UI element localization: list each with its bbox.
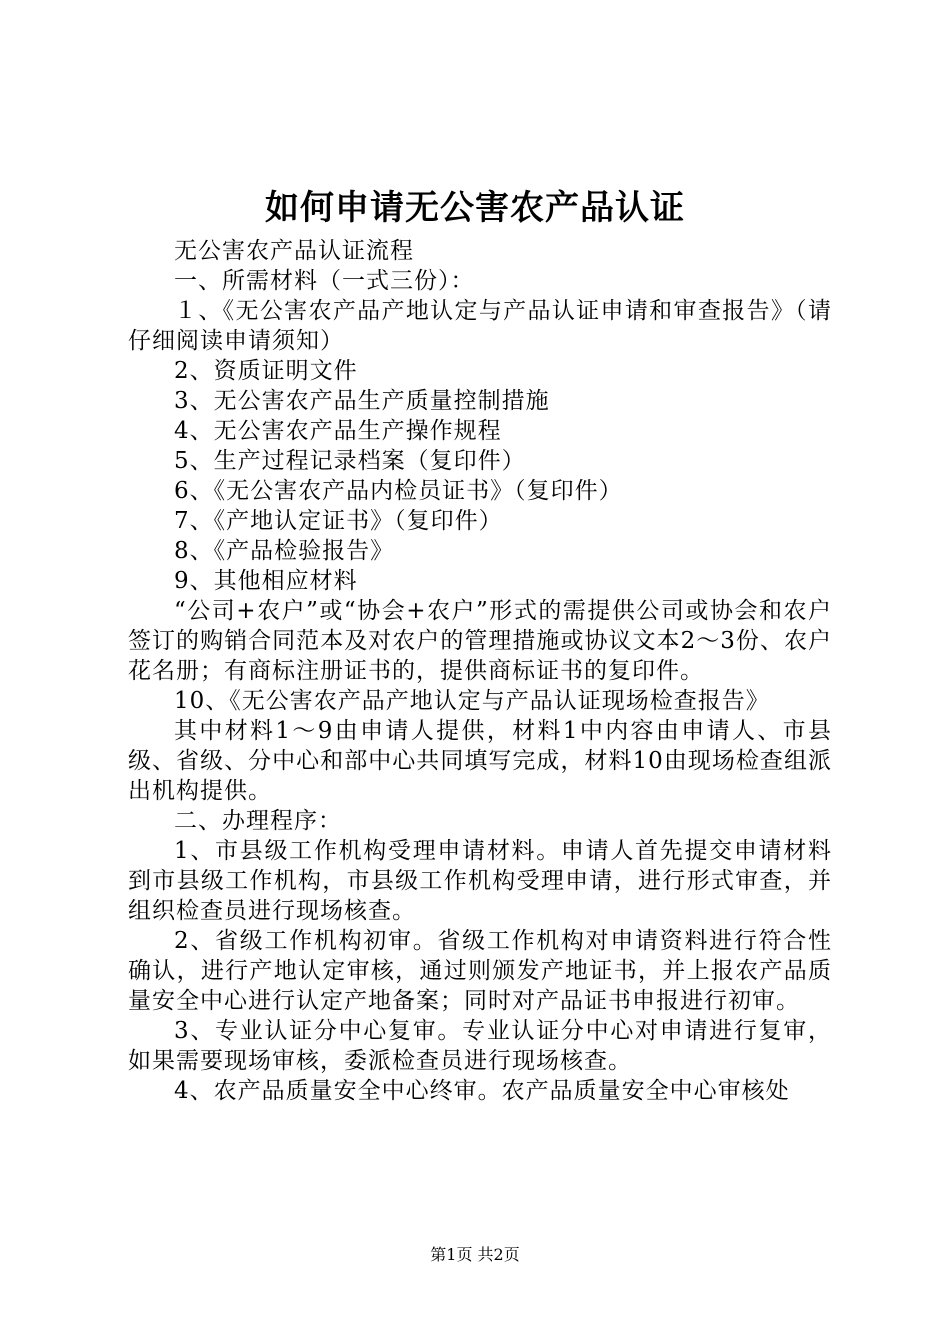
paragraph: 7、《产地认定证书》（复印件）: [174, 508, 503, 534]
document-body: [128, 236, 832, 1106]
document-title: 如何申请无公害农产品认证: [265, 188, 685, 228]
paragraph: 2、省级工作机构初审。省级工作机构对申请资料进行符合性确认，进行产地认定审核，通过则颁发产地证书，并上报农产品质量安全中心进行认定产地备案；同时对产品证书申报进行初审。: [128, 928, 832, 1014]
paragraph: 6、《无公害农产品内检员证书》（复印件）: [174, 478, 623, 504]
paragraph: 3、专业认证分中心复审。专业认证分中心对申请进行复审，如果需要现场审核，委派检查员进行现场核查。: [128, 1018, 832, 1074]
paragraph: 4、农产品质量安全中心终审。农产品质量安全中心审核处: [174, 1078, 790, 1104]
paragraph: 3、无公害农产品生产质量控制措施: [174, 388, 550, 414]
paragraph: 其中材料1～9由申请人提供，材料1中内容由申请人、市县级、省级、分中心和部中心共同填写完成，材料10由现场检查组派出机构提供。: [128, 718, 832, 804]
paragraph: 5、生产过程记录档案（复印件）: [174, 448, 526, 474]
paragraph: 4、无公害农产品生产操作规程: [174, 418, 502, 444]
page-number-footer: 第1页 共2页: [430, 1245, 520, 1264]
paragraph: 一、所需材料（一式三份）：: [174, 268, 475, 294]
paragraph: 10、《无公害农产品产地认定与产品认证现场检查报告》: [174, 688, 770, 714]
paragraph: 1、市县级工作机构受理申请材料。申请人首先提交申请材料到市县级工作机构，市县级工作机构受理申请，进行形式审查，并组织检查员进行现场核查。: [128, 838, 832, 924]
paragraph: 9、其他相应材料: [174, 568, 358, 594]
paragraph: 二、办理程序：: [174, 808, 342, 834]
paragraph: １、《无公害农产品产地认定与产品认证申请和审查报告》（请仔细阅读申请须知）: [128, 298, 832, 354]
paragraph: 无公害农产品认证流程: [174, 238, 414, 264]
paragraph: 8、《产品检验报告》: [174, 538, 395, 564]
paragraph: 2、资质证明文件: [174, 358, 358, 384]
paragraph: “公司+农户”或“协会+农户”形式的需提供公司或协会和农户签订的购销合同范本及对农户的管理措施或协议文本2～3份、农户花名册；有商标注册证书的，提供商标证书的复印件。: [128, 598, 832, 684]
